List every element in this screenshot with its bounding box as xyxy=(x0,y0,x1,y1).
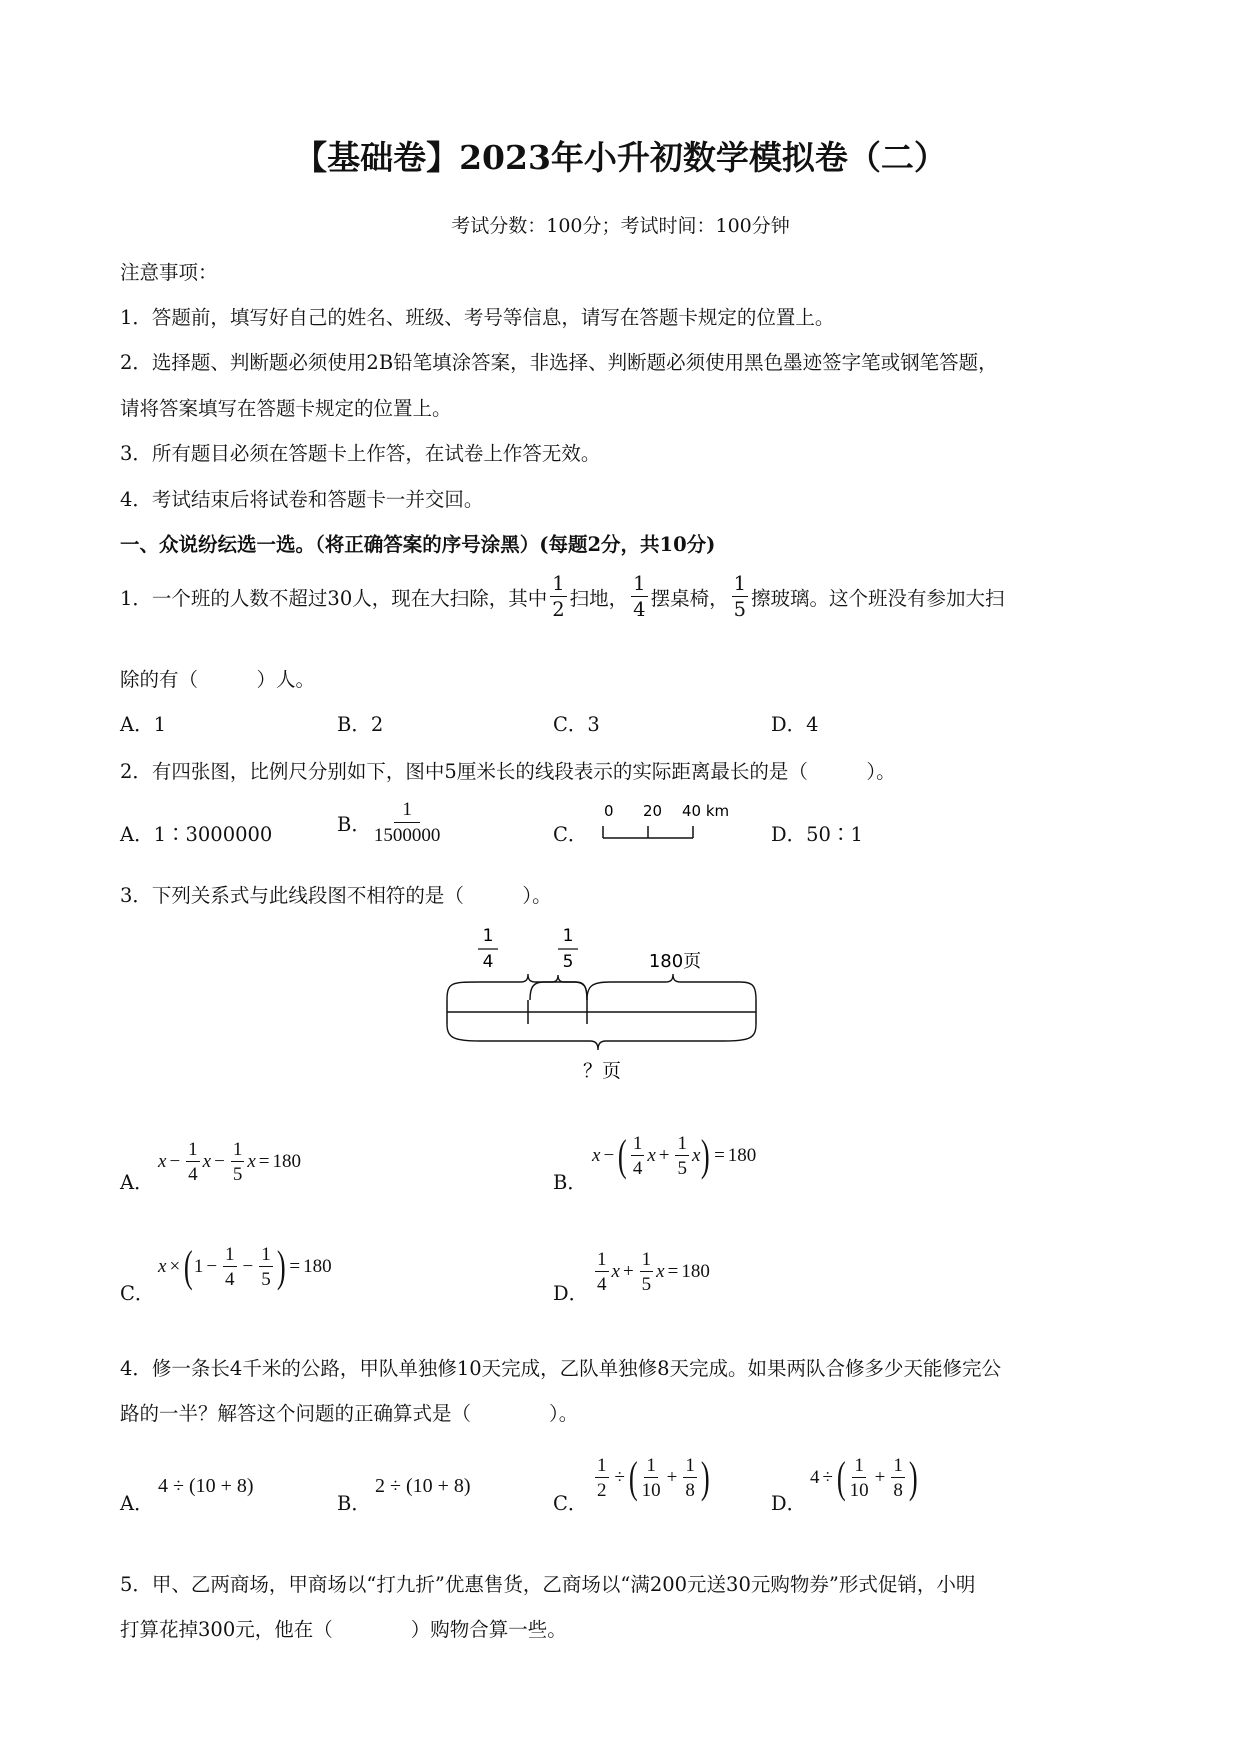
q2-option-d[interactable]: D．50∶1 xyxy=(771,823,863,846)
diagram-frac-num: 1 xyxy=(562,926,574,946)
fraction-quarter: $\frac{1}{4}$ xyxy=(633,572,646,621)
q3-option-a-label[interactable]: A． xyxy=(120,1171,154,1194)
q2-option-a[interactable]: A．1∶3000000 xyxy=(120,823,273,846)
scale-tick-label: 0 xyxy=(604,802,614,820)
q4-option-b-formula: 2 ÷ (10 + 8) xyxy=(375,1475,471,1497)
q4-option-a-label[interactable]: A． xyxy=(120,1492,154,1515)
scale-tick-label: 20 xyxy=(643,802,663,820)
q4-option-b-label[interactable]: B． xyxy=(337,1492,371,1515)
question-2-text: 2．有四张图，比例尺分别如下，图中5厘米长的线段表示的实际距离最长的是（ ）。 xyxy=(120,760,896,783)
exam-info: 考试分数：100分；考试时间：100分钟 xyxy=(451,215,790,237)
q1-text-part: 1．一个班的人数不超过30人，现在大扫除，其中 xyxy=(120,586,548,610)
q1-option-d[interactable]: D．4 xyxy=(771,713,819,736)
question-1-text xyxy=(120,574,1005,619)
question-4-line2: 路的一半？解答这个问题的正确算式是（ ）。 xyxy=(120,1402,579,1425)
diagram-frac-den: 5 xyxy=(562,952,574,972)
q1-text-part: 擦玻璃。这个班没有参加大扫 xyxy=(751,586,1005,610)
q3-option-d-formula: $\frac{1}{4}$ x + $\frac{1}{5}$ x = 180 xyxy=(597,1249,710,1295)
q1-option-b[interactable]: B．2 xyxy=(337,713,384,736)
question-3-text: 3．下列关系式与此线段图不相符的是（ ）。 xyxy=(120,884,552,907)
q3-option-b-label[interactable]: B． xyxy=(553,1171,587,1194)
q4-option-d-formula: 4 ÷ ( $\frac{1}{10}$ + $\frac{1}{8}$ ) xyxy=(810,1453,918,1502)
q4-option-a-formula: 4 ÷ (10 + 8) xyxy=(158,1475,254,1497)
q1-option-c[interactable]: C．3 xyxy=(553,713,600,736)
segment-diagram xyxy=(440,920,800,1090)
diagram-total-label: ？页 xyxy=(582,1060,622,1082)
diagram-pages-label: 180页 xyxy=(648,951,702,972)
q1-text-part: 扫地， xyxy=(569,586,629,610)
notes-heading: 注意事项： xyxy=(120,261,218,284)
q3-option-c-formula: x × ( 1 − $\frac{1}{4}$ − $\frac{1}{5}$ ) = 180 xyxy=(158,1242,332,1291)
question-5-line2: 打算花掉300元，他在（ ）购物合算一些。 xyxy=(120,1618,567,1641)
fraction-half: $\frac{1}{2}$ xyxy=(552,572,565,621)
scale-fraction: $\frac{1}{1500000}$ xyxy=(373,799,441,846)
q4-option-c-formula: $\frac{1}{2}$ ÷ ( $\frac{1}{10}$ + $\frac{1}{8}$ ) xyxy=(597,1453,710,1502)
section-heading: 一、众说纷纭选一选。（将正确答案的序号涂黑）(每题2分，共10分) xyxy=(120,533,716,556)
question-1-line2: 除的有（ ）人。 xyxy=(120,668,316,691)
option-label: B． xyxy=(337,812,371,836)
page-title: 【基础卷】2023年小升初数学模拟卷（二） xyxy=(294,138,947,177)
scale-tick-label: 40 km xyxy=(682,802,730,820)
note-item: 请将答案填写在答题卡规定的位置上。 xyxy=(120,397,452,420)
q4-option-c-label[interactable]: C． xyxy=(553,1492,588,1515)
line-scale-icon xyxy=(596,800,736,850)
q1-text-part: 摆桌椅， xyxy=(650,586,729,610)
q2-option-b[interactable] xyxy=(337,800,443,845)
note-item: 1．答题前，填写好自己的姓名、班级、考号等信息，请写在答题卡规定的位置上。 xyxy=(120,306,835,329)
note-item: 4．考试结束后将试卷和答题卡一并交回。 xyxy=(120,488,484,511)
q3-option-a-formula: x − $\frac{1}{4}$ x − $\frac{1}{5}$ x = 180 xyxy=(158,1139,301,1185)
fraction-fifth: $\frac{1}{5}$ xyxy=(733,572,747,621)
question-5-line1: 5．甲、乙两商场，甲商场以“打九折”优惠售货，乙商场以“满200元送30元购物券”形式促销，小明 xyxy=(120,1573,976,1596)
question-4-line1: 4．修一条长4千米的公路，甲队单独修10天完成，乙队单独修8天完成。如果两队合修多少天能修完公 xyxy=(120,1357,1002,1380)
note-item: 3．所有题目必须在答题卡上作答，在试卷上作答无效。 xyxy=(120,442,601,465)
q1-option-a[interactable]: A．1 xyxy=(120,713,166,736)
q3-option-d-label[interactable]: D． xyxy=(553,1282,589,1305)
q2-option-c-label[interactable]: C． xyxy=(553,823,588,846)
q3-option-c-label[interactable]: C． xyxy=(120,1282,155,1305)
q4-option-d-label[interactable]: D． xyxy=(771,1492,807,1515)
diagram-frac-num: 1 xyxy=(482,926,494,946)
note-item: 2．选择题、判断题必须使用2B铅笔填涂答案，非选择、判断题必须使用黑色墨迹签字笔或钢笔答题， xyxy=(120,351,998,374)
q3-option-b-formula: x − ( $\frac{1}{4}$ x + $\frac{1}{5}$ x ) = 180 xyxy=(592,1131,757,1180)
diagram-frac-den: 4 xyxy=(482,952,494,972)
